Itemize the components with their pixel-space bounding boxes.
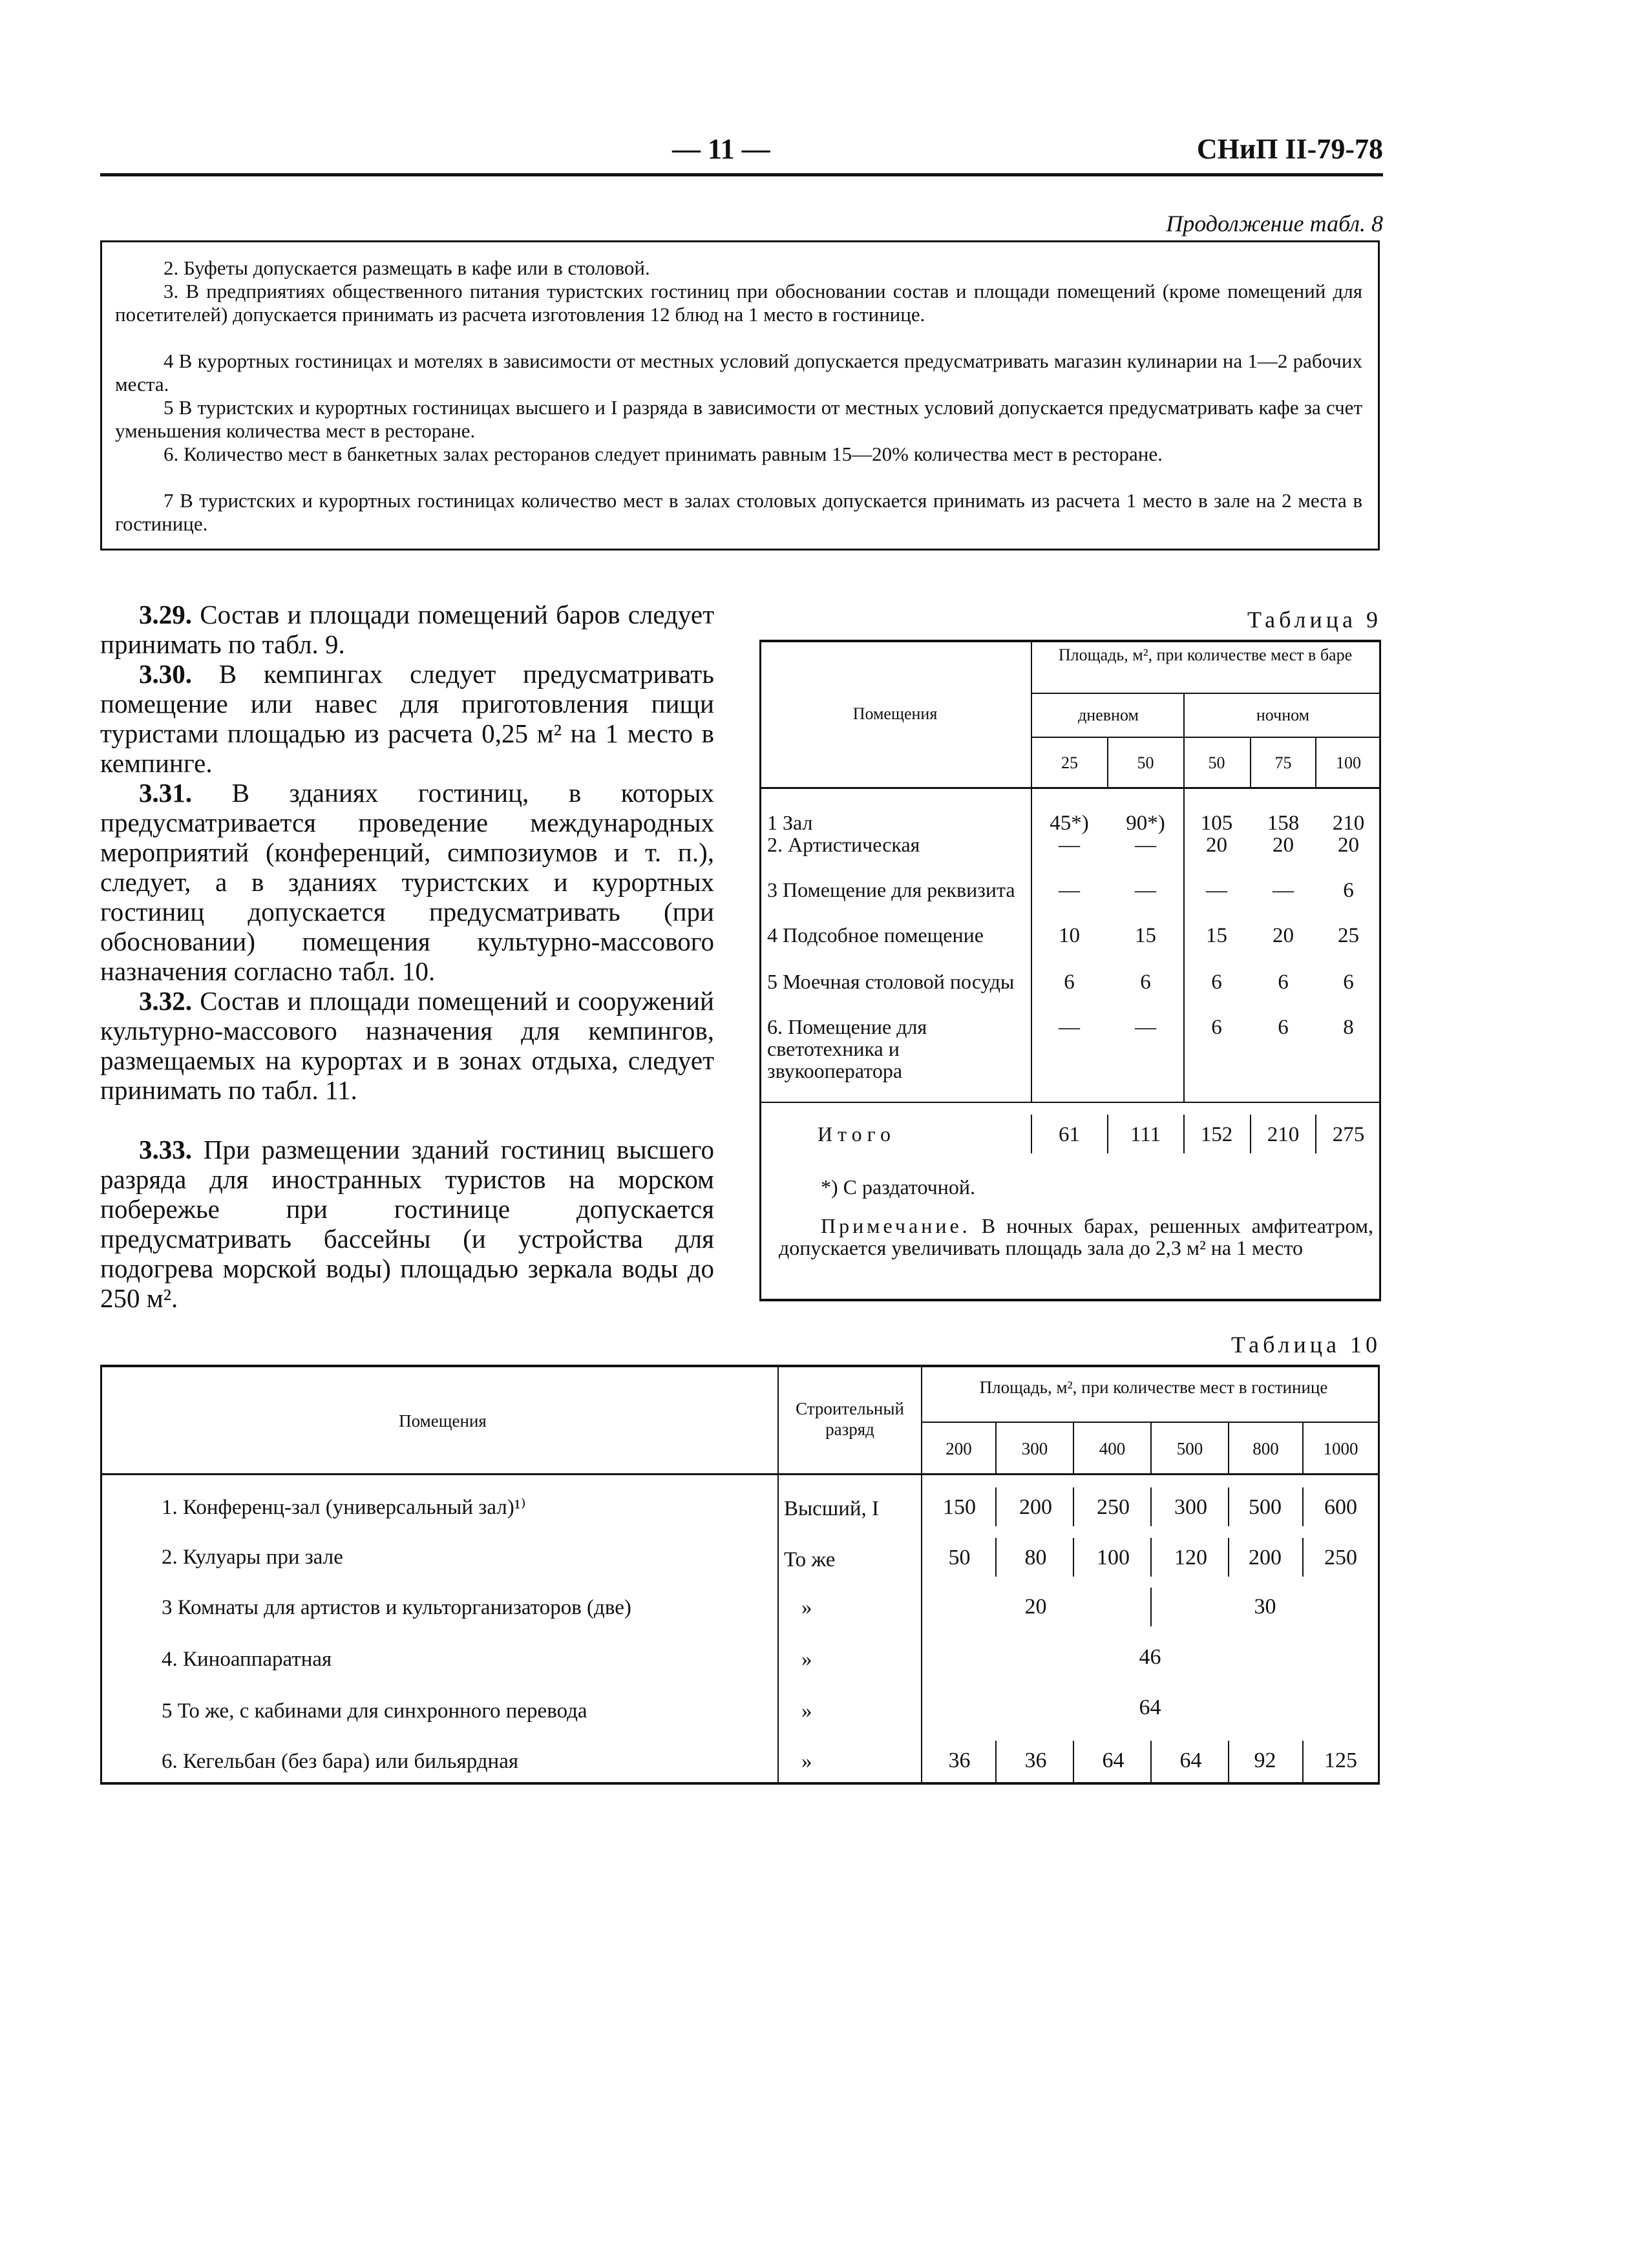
table10-caption: Таблица 10 xyxy=(1231,1332,1381,1358)
table10-row-label: 1. Конференц-зал (универсальный зал)¹⁾ xyxy=(162,1496,526,1519)
table10-cell: 250 xyxy=(1324,1546,1357,1570)
table10-cell: 64 xyxy=(1139,1696,1161,1719)
table10-cell: 64 xyxy=(1102,1748,1125,1772)
table9-cell: 6 xyxy=(1064,971,1075,994)
table10-cell: 92 xyxy=(1254,1748,1276,1772)
table9-cell: — xyxy=(1135,834,1156,857)
table10-row-label: 2. Кулуары при зале xyxy=(162,1546,343,1569)
table10-row-label: 4. Киноаппаратная xyxy=(162,1648,332,1671)
table10-cell: 46 xyxy=(1139,1645,1161,1669)
table9-cell: 90*) xyxy=(1126,812,1165,835)
table10-cell: 500 xyxy=(1249,1495,1282,1519)
table9-cell: 20 xyxy=(1338,834,1359,857)
table9-cell: — xyxy=(1059,834,1080,857)
table9-seats: 75 xyxy=(1274,753,1292,772)
table10-row-grade: » xyxy=(801,1596,812,1619)
table9-cell: 6 xyxy=(1343,879,1354,902)
table9-cell: — xyxy=(1135,879,1156,902)
paragraph-3-33: 3.33. При размещении зданий гостиниц высшего разряда для иностранных туристов на морском побережье при гостинице допускается предусматривать бассейны (и устройства для подогрева морской воды) площадью зеркала воды до 250 м². xyxy=(100,1135,714,1313)
table10-row-label: 6. Кегельбан (без бара) или бильярдная xyxy=(162,1750,519,1773)
table9-row-label: 6. Помещение для светотехника и звукооператора xyxy=(767,1015,927,1082)
table-continuation-label: Продолжение табл. 8 xyxy=(1166,211,1383,236)
table10-cell: 200 xyxy=(1249,1546,1282,1570)
table9-cell: 105 xyxy=(1200,812,1233,835)
paragraph-3-29: 3.29. Состав и площади помещений баров следует принимать по табл. 9. xyxy=(100,600,714,659)
table9-cell: 25 xyxy=(1338,924,1359,947)
table10-header-room: Помещения xyxy=(399,1411,487,1431)
table9-total-cell: 152 xyxy=(1200,1123,1233,1146)
table10-cell: 20 xyxy=(1024,1595,1047,1619)
table9-cell: 15 xyxy=(1135,924,1156,947)
note-item: 3. В предприятиях общественного питания туристских гостиниц при обосновании состав и площади помещений (кроме помещений для посетителей) допускается принимать из расчета изготовления 12 блюд на 1 место в гостинице. xyxy=(115,280,1362,326)
table9-row-label: 5 Моечная столовой посуды xyxy=(767,970,1015,993)
table10-cell: 250 xyxy=(1097,1495,1130,1519)
table10-row-grade: » xyxy=(801,1648,812,1671)
table10-seats: 1000 xyxy=(1323,1439,1358,1458)
note-item: 7 В туристских и курортных гостиницах количество мест в залах столовых допускается принимать из расчета 1 место в зале на 2 места в гостинице. xyxy=(115,489,1362,535)
table10-row-grade: » xyxy=(801,1699,812,1723)
table9-cell: 158 xyxy=(1267,812,1300,835)
table9-row-label: 2. Артистическая xyxy=(767,833,920,856)
table9-seats: 50 xyxy=(1137,753,1154,772)
table9-cell: — xyxy=(1059,879,1080,902)
table9-header-room: Помещения xyxy=(852,704,938,723)
table9-total-cell: 275 xyxy=(1332,1123,1365,1146)
table9-header-area: Площадь, м², при количестве мест в баре xyxy=(1058,646,1353,664)
table9-total-cell: 210 xyxy=(1267,1123,1300,1146)
table10-cell: 64 xyxy=(1179,1748,1202,1772)
table9-cell: 20 xyxy=(1273,924,1294,947)
table10-row-grade: » xyxy=(801,1750,812,1773)
paragraph-3-31: 3.31. В зданиях гостиниц, в которых предусматривается проведение международных мероприятий (конференций, симпозиумов и т. п.), следует, а в зданиях туристских и курортных гостиниц допускается предусматривать (при обосновании) помещения культурно-массового назначения согласно табл. 10. xyxy=(100,778,714,986)
table10-seats: 800 xyxy=(1252,1439,1279,1458)
note-item: 4 В курортных гостиницах и мотелях в зависимости от местных условий допускается предусматривать магазин кулинарии на 1—2 рабочих места. xyxy=(115,350,1362,395)
table10 xyxy=(100,1365,1380,1785)
paragraph-3-32: 3.32. Состав и площади помещений и сооружений культурно-массового назначения для кемпингов, размещаемых на курортах и в зонах отдыха, следует принимать по табл. 11. xyxy=(100,986,715,1105)
table10-row-label: 5 То же, с кабинами для синхронного перевода xyxy=(162,1699,587,1723)
table9-cell: 6 xyxy=(1211,971,1222,994)
table10-header-area: Площадь, м², при количестве мест в гостинице xyxy=(979,1378,1328,1397)
table9-cell: 20 xyxy=(1206,834,1227,857)
table9-cell: 20 xyxy=(1273,834,1294,857)
table9-cell: — xyxy=(1135,1016,1156,1039)
table10-cell: 80 xyxy=(1024,1546,1047,1570)
table10-header-grade: Строительный разряд xyxy=(796,1399,904,1439)
table9-total-cell: 61 xyxy=(1059,1123,1080,1146)
table8-notes-box xyxy=(100,240,1380,551)
note-item: 6. Количество мест в банкетных залах ресторанов следует принимать равным 15—20% количества мест в ресторане. xyxy=(164,443,1163,465)
table9-cell: 210 xyxy=(1332,812,1365,835)
table9 xyxy=(759,640,1381,1302)
table9-cell: — xyxy=(1273,879,1294,902)
table10-cell: 50 xyxy=(948,1546,971,1570)
table9-seats: 25 xyxy=(1061,753,1078,772)
table10-cell: 150 xyxy=(943,1495,976,1519)
table10-row-grade: Высший, I xyxy=(784,1497,880,1520)
table10-seats: 300 xyxy=(1021,1439,1048,1458)
table10-cell: 200 xyxy=(1019,1495,1052,1519)
table10-cell: 36 xyxy=(1024,1748,1047,1772)
table9-seats: 100 xyxy=(1336,753,1361,772)
table10-seats: 500 xyxy=(1176,1439,1203,1458)
table9-total-label: Итого xyxy=(818,1122,896,1146)
table9-cell: — xyxy=(1059,1016,1080,1039)
table9-cell: 6 xyxy=(1278,971,1289,994)
table9-cell: 6 xyxy=(1211,1016,1222,1039)
note-item: 5 В туристских и курортных гостиницах высшего и I разряда в зависимости от местных условий допускается предусматривать кафе за счет уменьшения количества мест в ресторане. xyxy=(115,396,1362,442)
table9-cell: 45*) xyxy=(1050,812,1089,835)
table9-cell: 15 xyxy=(1206,924,1227,947)
table9-row-label: 4 Подсобное помещение xyxy=(767,923,984,947)
table9-caption: Таблица 9 xyxy=(1247,607,1382,633)
table9-cell: 10 xyxy=(1059,924,1080,947)
table9-total-cell: 111 xyxy=(1130,1123,1161,1146)
table9-cell: 8 xyxy=(1343,1016,1354,1039)
table10-row-grade: То же xyxy=(784,1548,836,1571)
table9-note: Примечание. В ночных барах, решенных амфитеатром, допускается увеличивать площадь зала до 2,3 м² на 1 место xyxy=(779,1214,1373,1259)
table10-seats: 400 xyxy=(1099,1439,1126,1458)
table9-cell: — xyxy=(1206,879,1227,902)
table10-row-label: 3 Комнаты для артистов и культорганизаторов (две) xyxy=(162,1596,631,1619)
paragraph-3-30: 3.30. В кемпингах следует предусматривать помещение или навес для приготовления пищи туристами площадью из расчета 0,25 м² на 1 место в кемпинге. xyxy=(100,659,714,778)
table10-cell: 125 xyxy=(1324,1748,1357,1772)
page-number: — 11 — xyxy=(672,133,770,165)
table10-cell: 600 xyxy=(1324,1495,1357,1519)
table10-cell: 300 xyxy=(1174,1495,1207,1519)
header-rule xyxy=(100,173,1383,176)
table9-seats: 50 xyxy=(1208,753,1225,772)
note-item: 2. Буфеты допускается размещать в кафе или в столовой. xyxy=(164,257,650,279)
table9-cell: 6 xyxy=(1140,971,1151,994)
table10-cell: 100 xyxy=(1097,1546,1130,1570)
table9-row-label: 1 Зал xyxy=(767,811,813,834)
table9-footnote: *) С раздаточной. xyxy=(821,1175,975,1199)
table9-cell: 6 xyxy=(1278,1016,1289,1039)
table10-cell: 36 xyxy=(948,1748,971,1772)
table10-cell: 120 xyxy=(1174,1546,1207,1570)
table10-seats: 200 xyxy=(945,1439,972,1458)
table9-cell: 6 xyxy=(1343,971,1354,994)
table9-row-label: 3 Помещение для реквизита xyxy=(767,878,1015,901)
table9-header-night: ночном xyxy=(1256,706,1310,724)
table9-header-day: дневном xyxy=(1078,706,1139,724)
table10-cell: 30 xyxy=(1254,1595,1276,1619)
document-code: СНиП II-79-78 xyxy=(1196,133,1383,165)
